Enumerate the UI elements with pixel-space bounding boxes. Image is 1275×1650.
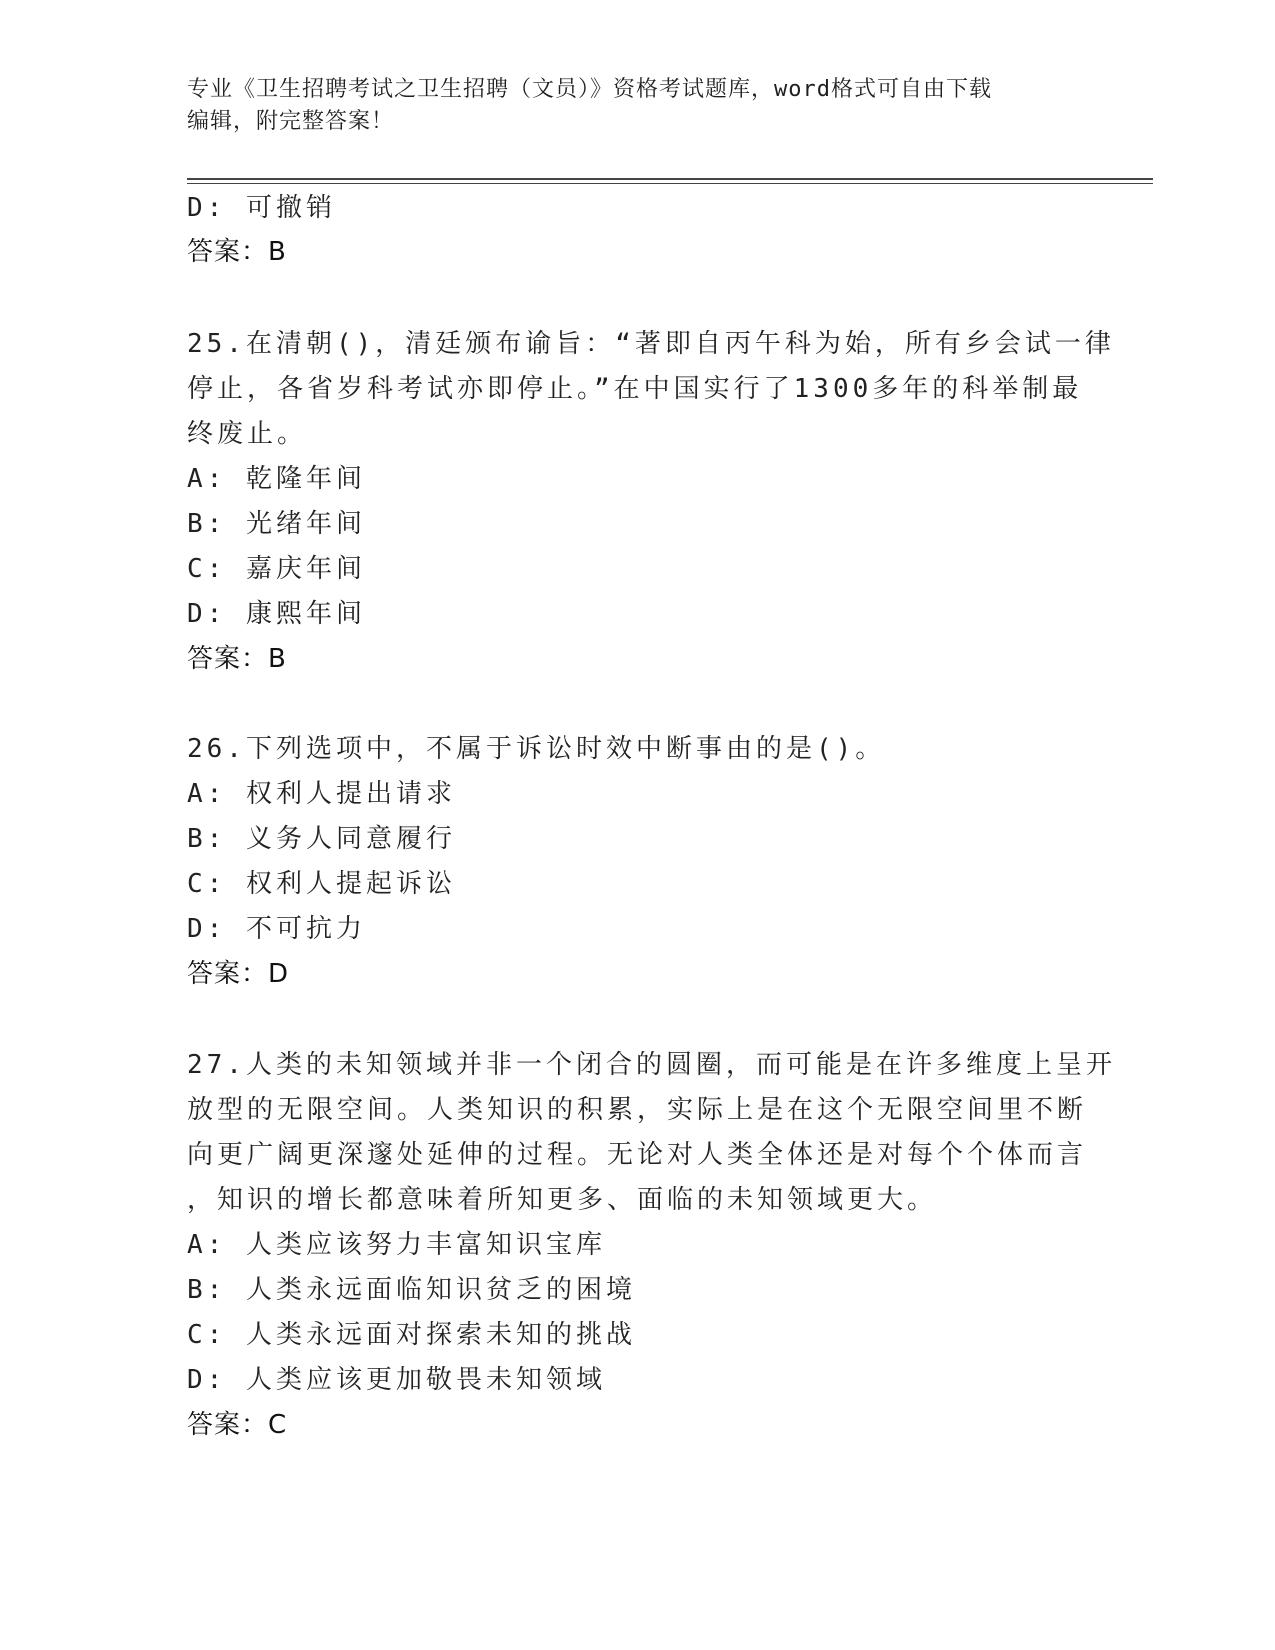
q26-option-b: B: 义务人同意履行 — [187, 824, 456, 854]
q27-option-c: C: 人类永远面对探索未知的挑战 — [187, 1320, 636, 1350]
q26-option-c: C: 权利人提起诉讼 — [187, 869, 456, 899]
q26-stem-line-1: 26.下列选项中，不属于诉讼时效中断事由的是()。 — [187, 734, 886, 764]
q25-option-c: C: 嘉庆年间 — [187, 554, 366, 584]
q25-stem-line-2: 停止，各省岁科考试亦即停止。”在中国实行了1300多年的科举制最 — [187, 374, 1083, 404]
document-header — [187, 74, 1067, 138]
q27-answer: 答案：C — [187, 1410, 288, 1440]
q25-option-a: A: 乾隆年间 — [187, 464, 366, 494]
q26-option-d: D: 不可抗力 — [187, 914, 366, 944]
q24-option-d: D: 可撤销 — [187, 193, 336, 223]
q27-option-b: B: 人类永远面临知识贫乏的困境 — [187, 1275, 636, 1305]
q25-stem-line-1: 25.在清朝()，清廷颁布谕旨：“著即自丙午科为始，所有乡会试一律 — [187, 329, 1115, 359]
q27-stem-line-3: 向更广阔更深邃处延伸的过程。无论对人类全体还是对每个个体而言 — [187, 1140, 1088, 1170]
q27-option-a: A: 人类应该努力丰富知识宝库 — [187, 1230, 606, 1260]
q25-answer: 答案：B — [187, 644, 287, 674]
q27-stem-line-4: ，知识的增长都意味着所知更多、面临的未知领域更大。 — [187, 1185, 938, 1215]
header-rule-bottom — [187, 183, 1153, 184]
q27-stem-line-1: 27.人类的未知领域并非一个闭合的圆圈，而可能是在许多维度上呈开 — [187, 1050, 1116, 1080]
header-line-1: 专业《卫生招聘考试之卫生招聘（文员）》资格考试题库，word格式可自由下载 — [187, 77, 992, 102]
q27-option-d: D: 人类应该更加敬畏未知领域 — [187, 1365, 606, 1395]
header-line-2: 编辑，附完整答案！ — [187, 109, 395, 134]
q25-stem-line-3: 终废止。 — [187, 419, 308, 449]
q26-option-a: A: 权利人提出请求 — [187, 779, 456, 809]
q24-answer: 答案：B — [187, 237, 287, 267]
header-rule-top — [187, 178, 1153, 180]
q25-option-b: B: 光绪年间 — [187, 509, 366, 539]
q25-option-d: D: 康熙年间 — [187, 599, 366, 629]
q27-stem-line-2: 放型的无限空间。人类知识的积累，实际上是在这个无限空间里不断 — [187, 1095, 1088, 1125]
q26-answer: 答案：D — [187, 959, 290, 989]
